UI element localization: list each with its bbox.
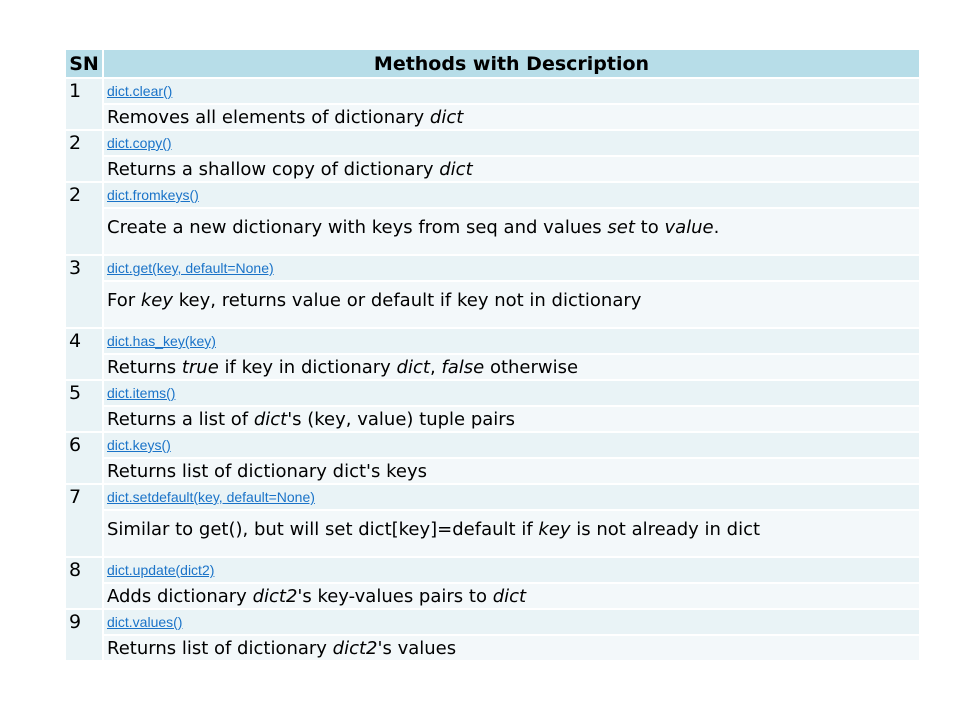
header-row (65, 49, 920, 78)
description-text: otherwise (484, 356, 579, 378)
method-row (65, 130, 920, 156)
method-cell (103, 609, 920, 635)
method-link[interactable]: dict.clear() (107, 83, 173, 99)
description-text: dict2 (332, 637, 378, 659)
description-text: Removes all elements of dictionary (107, 106, 430, 128)
description-row (65, 510, 920, 557)
method-link[interactable]: dict.items() (107, 385, 176, 401)
method-cell (103, 380, 920, 406)
description-text: dict (396, 356, 430, 378)
method-cell (103, 182, 920, 208)
method-description (103, 354, 920, 380)
method-link[interactable]: dict.has_key(key) (107, 333, 216, 349)
method-description (103, 458, 920, 484)
description-row (65, 583, 920, 609)
description-text: Adds dictionary (107, 585, 253, 607)
method-description (103, 208, 920, 255)
description-text: value (664, 217, 714, 238)
method-description (103, 406, 920, 432)
description-text: dict (439, 158, 473, 180)
row-number: 1 (65, 78, 103, 130)
description-row (65, 354, 920, 380)
description-text: key, returns value or default if key not in dictionary (173, 290, 642, 311)
description-text: key (140, 290, 174, 311)
method-description (103, 281, 920, 328)
method-row (65, 255, 920, 281)
description-row (65, 208, 920, 255)
row-number: 5 (65, 380, 103, 432)
description-text: true (181, 356, 219, 378)
row-number: 6 (65, 432, 103, 484)
methods-table (64, 48, 921, 662)
description-row (65, 406, 920, 432)
method-cell (103, 557, 920, 583)
method-row (65, 182, 920, 208)
method-link[interactable]: dict.update(dict2) (107, 562, 215, 578)
method-cell (103, 130, 920, 156)
description-text: . (713, 217, 720, 238)
row-number: 2 (65, 182, 103, 255)
method-link[interactable]: dict.fromkeys() (107, 187, 199, 203)
method-description (103, 104, 920, 130)
method-link[interactable]: dict.setdefault(key, default=None) (107, 489, 315, 505)
method-row (65, 484, 920, 510)
description-text: Returns (107, 356, 182, 378)
method-cell (103, 484, 920, 510)
method-row (65, 432, 920, 458)
description-text: Returns list of dictionary (107, 637, 333, 659)
header-methods: Methods with Description (103, 49, 920, 78)
method-link[interactable]: dict.get(key, default=None) (107, 260, 274, 276)
header-sn: SN (65, 49, 103, 78)
method-link[interactable]: dict.keys() (107, 437, 171, 453)
description-row (65, 635, 920, 661)
description-text: , (429, 356, 442, 378)
description-row (65, 156, 920, 182)
description-text: is not already in dict (570, 519, 761, 540)
method-description (103, 583, 920, 609)
description-row (65, 104, 920, 130)
method-description (103, 156, 920, 182)
row-number: 7 (65, 484, 103, 557)
method-cell (103, 432, 920, 458)
method-description (103, 635, 920, 661)
description-text: dict2 (252, 585, 298, 607)
description-text: Similar to get(), but will set dict[key]=default if (107, 519, 539, 540)
description-text: false (441, 356, 485, 378)
method-description (103, 510, 920, 557)
method-row (65, 557, 920, 583)
description-text: 's (key, value) tuple pairs (287, 408, 516, 430)
method-cell (103, 328, 920, 354)
description-row (65, 458, 920, 484)
description-text: key (538, 519, 571, 540)
description-text: 's values (377, 637, 457, 659)
description-text: Returns a shallow copy of dictionary (107, 158, 440, 180)
description-text: 's key-values pairs to (297, 585, 493, 607)
description-text: to (634, 217, 665, 238)
method-cell (103, 78, 920, 104)
description-row (65, 281, 920, 328)
description-text: dict (492, 585, 527, 607)
description-text: dict (429, 106, 464, 128)
description-text: For (107, 290, 141, 311)
description-text: dict (253, 408, 288, 430)
description-text: Returns a list of (107, 408, 254, 430)
description-text: Returns list of dictionary dict's keys (107, 460, 427, 482)
method-row (65, 78, 920, 104)
row-number: 2 (65, 130, 103, 182)
row-number: 8 (65, 557, 103, 609)
description-text: set (607, 217, 635, 238)
method-row (65, 328, 920, 354)
method-link[interactable]: dict.values() (107, 614, 183, 630)
row-number: 9 (65, 609, 103, 661)
description-text: if key in dictionary (218, 356, 397, 378)
method-link[interactable]: dict.copy() (107, 135, 172, 151)
method-row (65, 609, 920, 635)
description-text: Create a new dictionary with keys from seq and values (107, 217, 608, 238)
method-cell (103, 255, 920, 281)
row-number: 3 (65, 255, 103, 328)
method-row (65, 380, 920, 406)
row-number: 4 (65, 328, 103, 380)
